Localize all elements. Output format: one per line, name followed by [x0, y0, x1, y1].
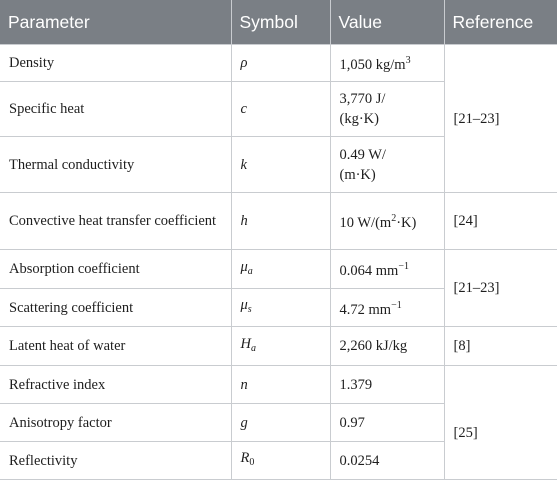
header-parameter: Parameter	[0, 0, 231, 45]
symbol-cell: k	[231, 137, 330, 193]
symbol-cell: $\mu_s$	[231, 289, 330, 327]
header-symbol: Symbol	[231, 0, 330, 45]
parameter-cell: Specific heat	[0, 82, 231, 137]
parameter-cell: Anisotropy factor	[0, 404, 231, 442]
symbol-cell: h	[231, 193, 330, 250]
table-row	[0, 250, 557, 289]
parameter-cell: Density	[0, 45, 231, 82]
table-row	[0, 45, 557, 82]
value-cell: 4.72 $mm^{-1}$	[330, 289, 444, 327]
parameter-cell: Latent heat of water	[0, 327, 231, 366]
symbol-cell: ρ	[231, 45, 330, 82]
table-row	[0, 366, 557, 404]
parameter-cell: Absorption coefficient	[0, 250, 231, 289]
header-value: Value	[330, 0, 444, 45]
parameter-cell: Convective heat transfer coefficient	[0, 193, 231, 250]
value-cell: 0.49 W/ (m·K)	[330, 137, 444, 193]
reference-cell: [25]	[444, 366, 557, 480]
symbol-cell: c	[231, 82, 330, 137]
symbol-cell: $H_a$	[231, 327, 330, 366]
value-cell: 0.97	[330, 404, 444, 442]
parameter-cell: Reflectivity	[0, 442, 231, 480]
symbol-cell: $\mu_a$	[231, 250, 330, 289]
value-cell: 1.379	[330, 366, 444, 404]
table-row	[0, 327, 557, 366]
parameter-cell: Refractive index	[0, 366, 231, 404]
reference-cell: [21–23]	[444, 250, 557, 327]
symbol-cell: $R_0$	[231, 442, 330, 480]
table-row	[0, 193, 557, 250]
value-cell: 1,050 $kg/m^3$	[330, 45, 444, 82]
value-cell: 3,770 J/ (kg·K)	[330, 82, 444, 137]
parameter-cell: Thermal conductivity	[0, 137, 231, 193]
reference-cell: [8]	[444, 327, 557, 366]
header-reference: Reference	[444, 0, 557, 45]
symbol-cell: n	[231, 366, 330, 404]
value-cell: 0.064 $mm^{-1}$	[330, 250, 444, 289]
value-cell: 2,260 kJ/kg	[330, 327, 444, 366]
value-cell: 0.0254	[330, 442, 444, 480]
reference-cell: [21–23]	[444, 45, 557, 193]
reference-cell: [24]	[444, 193, 557, 250]
parameter-cell: Scattering coefficient	[0, 289, 231, 327]
symbol-cell: g	[231, 404, 330, 442]
value-cell: 10 $W/(m^2\cdot K)$	[330, 193, 444, 250]
header-row	[0, 0, 557, 45]
